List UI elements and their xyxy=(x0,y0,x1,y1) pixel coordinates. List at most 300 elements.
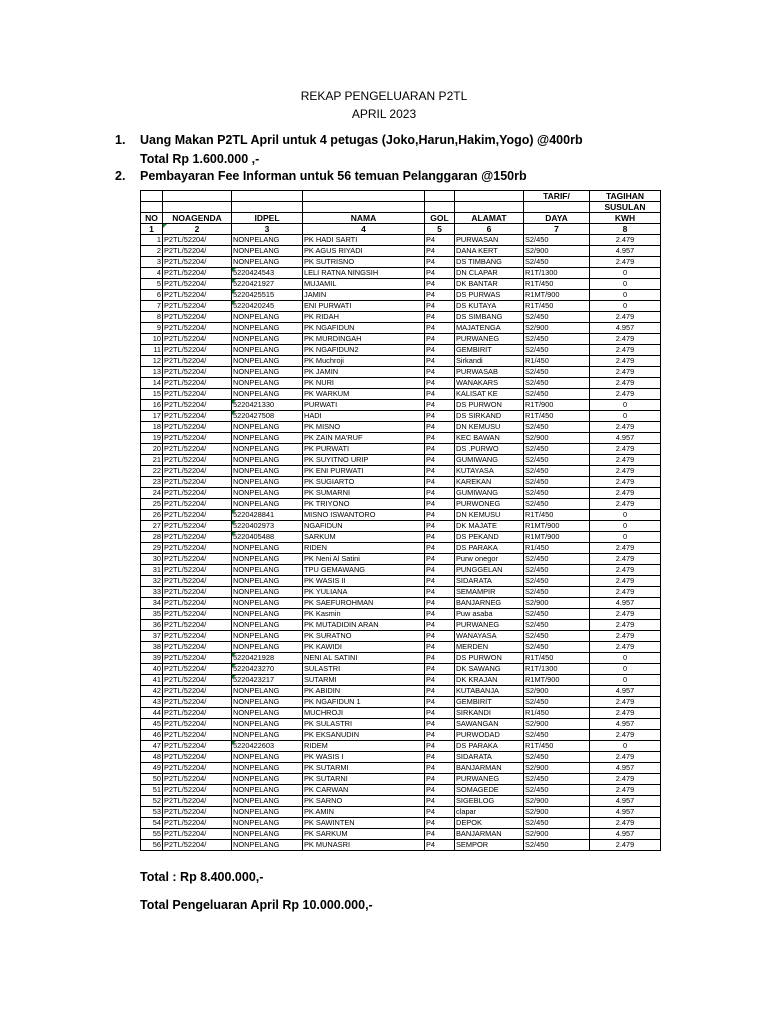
cell-gol: P4 xyxy=(425,411,455,422)
cell-idpel: NONPELANG xyxy=(232,356,303,367)
cell-nama: SULASTRI xyxy=(303,664,425,675)
cell-no: 53 xyxy=(141,807,163,818)
cell-nama: MISNO ISWANTORO xyxy=(303,510,425,521)
cell-idpel: NONPELANG xyxy=(232,323,303,334)
cell-kwh: 2.479 xyxy=(590,356,661,367)
cell-alamat: WANAKARS xyxy=(455,378,524,389)
cell-alamat: Sirkandi xyxy=(455,356,524,367)
cell-alamat: SOMAGEDE xyxy=(455,785,524,796)
cell-noagenda: P2TL/52204/ xyxy=(163,488,232,499)
table-row xyxy=(141,763,661,774)
cell-noagenda: P2TL/52204/ xyxy=(163,785,232,796)
cell-nama: PK RIDAH xyxy=(303,312,425,323)
cell-no: 33 xyxy=(141,587,163,598)
cell-noagenda: P2TL/52204/ xyxy=(163,554,232,565)
cell-kwh: 0 xyxy=(590,400,661,411)
cell-nama: PK SARKUM xyxy=(303,829,425,840)
cell-alamat: GUMIWANG xyxy=(455,455,524,466)
cell-gol: P4 xyxy=(425,840,455,851)
cell-alamat: DANA KERT xyxy=(455,246,524,257)
cell-idpel: NONPELANG xyxy=(232,378,303,389)
cell-gol: P4 xyxy=(425,334,455,345)
cell-noagenda: P2TL/52204/ xyxy=(163,796,232,807)
cell-nama: NGAFIDUN xyxy=(303,521,425,532)
cell-daya: S2/450 xyxy=(524,345,590,356)
cell-idpel: NONPELANG xyxy=(232,477,303,488)
table-row xyxy=(141,455,661,466)
cell-noagenda: P2TL/52204/ xyxy=(163,730,232,741)
cell-no: 9 xyxy=(141,323,163,334)
cell-kwh: 2.479 xyxy=(590,334,661,345)
cell-idpel: NONPELANG xyxy=(232,697,303,708)
cell-noagenda: P2TL/52204/ xyxy=(163,345,232,356)
cell-daya: S2/450 xyxy=(524,697,590,708)
cell-alamat: DS .PURWO xyxy=(455,444,524,455)
cell-no: 1 xyxy=(141,235,163,246)
cell-idpel: NONPELANG xyxy=(232,334,303,345)
table-row xyxy=(141,378,661,389)
cell-kwh: 2.479 xyxy=(590,543,661,554)
cell-idpel: NONPELANG xyxy=(232,730,303,741)
cell-kwh: 4.957 xyxy=(590,598,661,609)
cell-noagenda: P2TL/52204/ xyxy=(163,279,232,290)
cell-nama: JAMIN xyxy=(303,290,425,301)
cell-idpel: NONPELANG xyxy=(232,620,303,631)
cell-idpel: NONPELANG xyxy=(232,587,303,598)
cell-daya: S2/450 xyxy=(524,378,590,389)
cell-noagenda: P2TL/52204/ xyxy=(163,642,232,653)
table-row xyxy=(141,433,661,444)
cell-no: 19 xyxy=(141,433,163,444)
cell-no: 18 xyxy=(141,422,163,433)
cell-nama: RIDEM xyxy=(303,741,425,752)
cell-daya: S2/900 xyxy=(524,433,590,444)
cell-nama: PK NGAFIDUN xyxy=(303,323,425,334)
header-gol: GOL xyxy=(425,213,455,224)
cell-gol: P4 xyxy=(425,279,455,290)
cell-alamat: BANJARMAN xyxy=(455,763,524,774)
cell-no: 51 xyxy=(141,785,163,796)
table-row xyxy=(141,356,661,367)
cell-noagenda: P2TL/52204/ xyxy=(163,389,232,400)
cell-kwh: 2.479 xyxy=(590,708,661,719)
cell-gol: P4 xyxy=(425,521,455,532)
cell-nama: PK SUTARMI xyxy=(303,763,425,774)
cell-kwh: 2.479 xyxy=(590,444,661,455)
cell-no: 17 xyxy=(141,411,163,422)
cell-noagenda: P2TL/52204/ xyxy=(163,840,232,851)
cell-alamat: PURWONEG xyxy=(455,499,524,510)
cell-no: 8 xyxy=(141,312,163,323)
cell-kwh: 2.479 xyxy=(590,576,661,587)
cell-kwh: 2.479 xyxy=(590,840,661,851)
cell-noagenda: P2TL/52204/ xyxy=(163,675,232,686)
cell-kwh: 2.479 xyxy=(590,389,661,400)
cell-no: 37 xyxy=(141,631,163,642)
cell-noagenda: P2TL/52204/ xyxy=(163,268,232,279)
cell-nama: RIDEN xyxy=(303,543,425,554)
cell-daya: R1/450 xyxy=(524,708,590,719)
cell-idpel: NONPELANG xyxy=(232,576,303,587)
cell-noagenda: P2TL/52204/ xyxy=(163,466,232,477)
cell-nama: PK WASIS II xyxy=(303,576,425,587)
cell-gol: P4 xyxy=(425,488,455,499)
cell-nama: ENI PURWATI xyxy=(303,301,425,312)
cell-daya: S2/450 xyxy=(524,774,590,785)
cell-idpel: NONPELANG xyxy=(232,455,303,466)
cell-noagenda: P2TL/52204/ xyxy=(163,653,232,664)
cell-no: 56 xyxy=(141,840,163,851)
cell-daya: S2/450 xyxy=(524,620,590,631)
cell-nama: PK MUNASRI xyxy=(303,840,425,851)
cell-noagenda: P2TL/52204/ xyxy=(163,257,232,268)
cell-kwh: 0 xyxy=(590,411,661,422)
cell-alamat: WANAYASA xyxy=(455,631,524,642)
cell-nama: PK Neni Al Satini xyxy=(303,554,425,565)
table-row xyxy=(141,521,661,532)
document-subtitle-period: APRIL 2023 xyxy=(351,107,417,121)
cell-nama: PK PURWATI xyxy=(303,444,425,455)
cell-daya: R1T/450 xyxy=(524,510,590,521)
cell-nama: PK NGAFIDUN 1 xyxy=(303,697,425,708)
cell-daya: R1/450 xyxy=(524,356,590,367)
cell-alamat: Puw asaba xyxy=(455,609,524,620)
cell-idpel: NONPELANG xyxy=(232,631,303,642)
cell-no: 28 xyxy=(141,532,163,543)
cell-kwh: 2.479 xyxy=(590,774,661,785)
table-row xyxy=(141,620,661,631)
cell-daya: S2/900 xyxy=(524,796,590,807)
cell-noagenda: P2TL/52204/ xyxy=(163,620,232,631)
cell-daya: S2/450 xyxy=(524,752,590,763)
cell-noagenda: P2TL/52204/ xyxy=(163,301,232,312)
cell-nama: PK SAWINTEN xyxy=(303,818,425,829)
cell-kwh: 4.957 xyxy=(590,763,661,774)
cell-kwh: 4.957 xyxy=(590,807,661,818)
cell-noagenda: P2TL/52204/ xyxy=(163,510,232,521)
cell-gol: P4 xyxy=(425,543,455,554)
cell-no: 3 xyxy=(141,257,163,268)
cell-daya: R1T/1300 xyxy=(524,664,590,675)
cell-alamat: KUTAYASA xyxy=(455,466,524,477)
cell-alamat: DK MAJATE xyxy=(455,521,524,532)
cell-kwh: 4.957 xyxy=(590,796,661,807)
cell-alamat: DS PURWON xyxy=(455,653,524,664)
cell-noagenda: P2TL/52204/ xyxy=(163,609,232,620)
cell-gol: P4 xyxy=(425,444,455,455)
cell-gol: P4 xyxy=(425,301,455,312)
cell-kwh: 2.479 xyxy=(590,488,661,499)
cell-daya: S2/450 xyxy=(524,455,590,466)
header-noagenda: NOAGENDA xyxy=(163,213,232,224)
list-item-number: 2. xyxy=(115,169,126,183)
table-row xyxy=(141,367,661,378)
cell-nama: PK NURI xyxy=(303,378,425,389)
cell-daya: S2/900 xyxy=(524,598,590,609)
cell-kwh: 2.479 xyxy=(590,730,661,741)
table-row xyxy=(141,235,661,246)
cell-no: 48 xyxy=(141,752,163,763)
cell-kwh: 2.479 xyxy=(590,631,661,642)
cell-alamat: MERDEN xyxy=(455,642,524,653)
cell-noagenda: P2TL/52204/ xyxy=(163,774,232,785)
cell-kwh: 2.479 xyxy=(590,752,661,763)
table-row xyxy=(141,708,661,719)
cell-alamat: PURWASAB xyxy=(455,367,524,378)
cell-kwh: 2.479 xyxy=(590,257,661,268)
cell-kwh: 0 xyxy=(590,510,661,521)
cell-daya: R1T/450 xyxy=(524,653,590,664)
cell-noagenda: P2TL/52204/ xyxy=(163,444,232,455)
cell-alamat: BANJARMAN xyxy=(455,829,524,840)
table-row xyxy=(141,730,661,741)
cell-kwh: 0 xyxy=(590,664,661,675)
cell-alamat: DK BANTAR xyxy=(455,279,524,290)
cell-alamat: DN KEMUSU xyxy=(455,510,524,521)
cell-idpel: NONPELANG xyxy=(232,609,303,620)
table-row xyxy=(141,389,661,400)
cell-kwh: 4.957 xyxy=(590,323,661,334)
cell-no: 43 xyxy=(141,697,163,708)
cell-idpel: 5220420245 xyxy=(232,301,303,312)
cell-no: 29 xyxy=(141,543,163,554)
header-tarif: TARIF/ xyxy=(524,191,590,202)
table-row xyxy=(141,565,661,576)
cell-idpel: NONPELANG xyxy=(232,499,303,510)
cell-noagenda: P2TL/52204/ xyxy=(163,323,232,334)
cell-daya: S2/900 xyxy=(524,686,590,697)
cell-kwh: 0 xyxy=(590,675,661,686)
cell-gol: P4 xyxy=(425,807,455,818)
table-row xyxy=(141,323,661,334)
header-index: 1 xyxy=(141,224,163,235)
cell-kwh: 2.479 xyxy=(590,697,661,708)
cell-gol: P4 xyxy=(425,323,455,334)
cell-no: 6 xyxy=(141,290,163,301)
cell-kwh: 0 xyxy=(590,532,661,543)
cell-idpel: NONPELANG xyxy=(232,389,303,400)
cell-no: 2 xyxy=(141,246,163,257)
table-row xyxy=(141,587,661,598)
cell-nama: SARKUM xyxy=(303,532,425,543)
table-row xyxy=(141,257,661,268)
table-row xyxy=(141,818,661,829)
cell-noagenda: P2TL/52204/ xyxy=(163,521,232,532)
cell-nama: PK SAEFUROHMAN xyxy=(303,598,425,609)
cell-no: 52 xyxy=(141,796,163,807)
cell-daya: S2/450 xyxy=(524,730,590,741)
cell-no: 54 xyxy=(141,818,163,829)
cell-noagenda: P2TL/52204/ xyxy=(163,697,232,708)
cell-daya: S2/450 xyxy=(524,422,590,433)
cell-alamat: DK SAWANG xyxy=(455,664,524,675)
cell-alamat: DN KEMUSU xyxy=(455,422,524,433)
cell-kwh: 2.479 xyxy=(590,620,661,631)
cell-nama: PK Muchroji xyxy=(303,356,425,367)
cell-gol: P4 xyxy=(425,554,455,565)
header-index: 4 xyxy=(303,224,425,235)
cell-idpel: NONPELANG xyxy=(232,345,303,356)
cell-gol: P4 xyxy=(425,675,455,686)
cell-noagenda: P2TL/52204/ xyxy=(163,411,232,422)
cell-gol: P4 xyxy=(425,620,455,631)
table-row xyxy=(141,807,661,818)
cell-alamat: SIDARATA xyxy=(455,576,524,587)
cell-alamat: GEMBIRIT xyxy=(455,697,524,708)
cell-no: 44 xyxy=(141,708,163,719)
cell-no: 42 xyxy=(141,686,163,697)
table-row xyxy=(141,510,661,521)
table-row xyxy=(141,785,661,796)
header-susulan: SUSULAN xyxy=(590,202,661,213)
cell-kwh: 0 xyxy=(590,653,661,664)
cell-daya: S2/450 xyxy=(524,499,590,510)
cell-gol: P4 xyxy=(425,466,455,477)
cell-gol: P4 xyxy=(425,367,455,378)
cell-alamat: DK KRAJAN xyxy=(455,675,524,686)
table-row xyxy=(141,312,661,323)
cell-alamat: SIGEBLOG xyxy=(455,796,524,807)
cell-idpel: NONPELANG xyxy=(232,433,303,444)
cell-nama: PK MUTADIDIN ARAN xyxy=(303,620,425,631)
cell-gol: P4 xyxy=(425,565,455,576)
cell-alamat: PURWANEG xyxy=(455,620,524,631)
cell-noagenda: P2TL/52204/ xyxy=(163,356,232,367)
table-row xyxy=(141,444,661,455)
cell-idpel: NONPELANG xyxy=(232,796,303,807)
cell-daya: S2/900 xyxy=(524,246,590,257)
cell-nama: PK SUTRISNO xyxy=(303,257,425,268)
cell-noagenda: P2TL/52204/ xyxy=(163,631,232,642)
cell-noagenda: P2TL/52204/ xyxy=(163,664,232,675)
cell-nama: PK SURATNO xyxy=(303,631,425,642)
cell-alamat: SEMAMPIR xyxy=(455,587,524,598)
cell-idpel: NONPELANG xyxy=(232,235,303,246)
cell-gol: P4 xyxy=(425,499,455,510)
cell-daya: S2/900 xyxy=(524,763,590,774)
header-index: 7 xyxy=(524,224,590,235)
cell-idpel: NONPELANG xyxy=(232,719,303,730)
cell-idpel: NONPELANG xyxy=(232,708,303,719)
cell-kwh: 2.479 xyxy=(590,378,661,389)
header-kwh: KWH xyxy=(590,213,661,224)
cell-alamat: KALISAT KE xyxy=(455,389,524,400)
table-row xyxy=(141,477,661,488)
cell-daya: S2/450 xyxy=(524,488,590,499)
cell-gol: P4 xyxy=(425,378,455,389)
cell-kwh: 2.479 xyxy=(590,609,661,620)
cell-kwh: 4.957 xyxy=(590,719,661,730)
document-title: REKAP PENGELUARAN P2TL xyxy=(300,89,468,103)
cell-daya: S2/450 xyxy=(524,642,590,653)
cell-no: 23 xyxy=(141,477,163,488)
cell-daya: S2/450 xyxy=(524,334,590,345)
cell-noagenda: P2TL/52204/ xyxy=(163,378,232,389)
cell-kwh: 0 xyxy=(590,279,661,290)
cell-idpel: 5220422603 xyxy=(232,741,303,752)
table-row xyxy=(141,664,661,675)
cell-daya: S2/450 xyxy=(524,554,590,565)
cell-no: 12 xyxy=(141,356,163,367)
cell-daya: S2/450 xyxy=(524,631,590,642)
cell-idpel: NONPELANG xyxy=(232,598,303,609)
cell-kwh: 0 xyxy=(590,741,661,752)
cell-idpel: NONPELANG xyxy=(232,312,303,323)
cell-daya: R1T/900 xyxy=(524,400,590,411)
cell-alamat: clapar xyxy=(455,807,524,818)
cell-daya: R1MT/900 xyxy=(524,675,590,686)
cell-nama: PK WARKUM xyxy=(303,389,425,400)
cell-gol: P4 xyxy=(425,686,455,697)
table-row xyxy=(141,411,661,422)
cell-nama: PK NGAFIDUN2 xyxy=(303,345,425,356)
cell-gol: P4 xyxy=(425,235,455,246)
total-pengeluaran: Total Pengeluaran April Rp 10.000.000,- xyxy=(140,898,373,912)
cell-no: 30 xyxy=(141,554,163,565)
table-row xyxy=(141,246,661,257)
cell-idpel: NONPELANG xyxy=(232,840,303,851)
cell-daya: S2/900 xyxy=(524,719,590,730)
table-row xyxy=(141,697,661,708)
cell-no: 13 xyxy=(141,367,163,378)
cell-gol: P4 xyxy=(425,587,455,598)
cell-gol: P4 xyxy=(425,719,455,730)
table-row xyxy=(141,631,661,642)
header-idpel: IDPEL xyxy=(232,213,303,224)
cell-alamat: DS SIRKAND xyxy=(455,411,524,422)
table-row xyxy=(141,422,661,433)
cell-kwh: 2.479 xyxy=(590,499,661,510)
cell-noagenda: P2TL/52204/ xyxy=(163,818,232,829)
cell-no: 15 xyxy=(141,389,163,400)
table-row xyxy=(141,576,661,587)
cell-gol: P4 xyxy=(425,312,455,323)
cell-nama: PK HADI SARTI xyxy=(303,235,425,246)
cell-idpel: NONPELANG xyxy=(232,367,303,378)
list-item-uang-makan-total: Total Rp 1.600.000 ,- xyxy=(140,152,260,166)
table-row xyxy=(141,752,661,763)
cell-gol: P4 xyxy=(425,609,455,620)
cell-nama: PK SUTARNI xyxy=(303,774,425,785)
cell-nama: PURWATI xyxy=(303,400,425,411)
list-item-text: Pembayaran Fee Informan untuk 56 temuan Pelanggaran @150rb xyxy=(140,169,527,183)
table-row xyxy=(141,488,661,499)
cell-kwh: 2.479 xyxy=(590,785,661,796)
cell-daya: S2/450 xyxy=(524,257,590,268)
cell-no: 35 xyxy=(141,609,163,620)
cell-nama: PK WASIS I xyxy=(303,752,425,763)
cell-no: 22 xyxy=(141,466,163,477)
cell-idpel: 5220421330 xyxy=(232,400,303,411)
cell-noagenda: P2TL/52204/ xyxy=(163,367,232,378)
cell-nama: PK JAMIN xyxy=(303,367,425,378)
cell-kwh: 2.479 xyxy=(590,642,661,653)
cell-no: 55 xyxy=(141,829,163,840)
table-row xyxy=(141,268,661,279)
cell-no: 41 xyxy=(141,675,163,686)
header-nama: NAMA xyxy=(303,213,425,224)
cell-gol: P4 xyxy=(425,510,455,521)
table-row xyxy=(141,598,661,609)
cell-noagenda: P2TL/52204/ xyxy=(163,741,232,752)
table-row xyxy=(141,719,661,730)
cell-alamat: KEC BAWAN xyxy=(455,433,524,444)
cell-noagenda: P2TL/52204/ xyxy=(163,543,232,554)
cell-noagenda: P2TL/52204/ xyxy=(163,763,232,774)
cell-daya: S2/450 xyxy=(524,312,590,323)
cell-daya: S2/450 xyxy=(524,235,590,246)
table-row xyxy=(141,345,661,356)
